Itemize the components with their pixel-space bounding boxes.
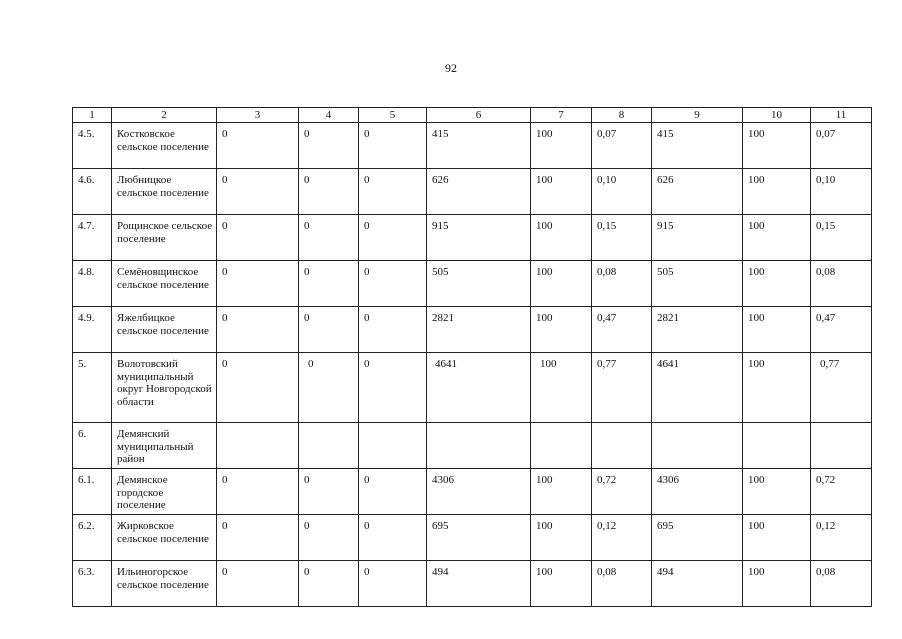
table-cell: [299, 423, 359, 469]
table-cell: Демянское городское поселение: [112, 469, 217, 515]
table-cell: 0: [217, 353, 299, 423]
table-cell: 100: [743, 261, 811, 307]
table-cell: 100: [531, 561, 592, 607]
table-cell: 2821: [652, 307, 743, 353]
table-cell: 0: [299, 353, 359, 423]
table-cell: [652, 423, 743, 469]
table-row: [73, 515, 872, 561]
table-cell: 0,12: [592, 515, 652, 561]
table-cell: 0: [359, 561, 427, 607]
table-cell: Рощинское сельское поселение: [112, 215, 217, 261]
table-cell: 0: [299, 307, 359, 353]
table-row: [73, 307, 872, 353]
table-cell: 4.9.: [73, 307, 112, 353]
table-cell: [811, 423, 872, 469]
data-table: [72, 107, 872, 607]
table-cell: 0,08: [811, 261, 872, 307]
table-cell: 0,47: [811, 307, 872, 353]
table-cell: 0: [299, 123, 359, 169]
table-cell: 4641: [652, 353, 743, 423]
table-cell: 626: [652, 169, 743, 215]
table-cell: 415: [652, 123, 743, 169]
table-cell: 6.: [73, 423, 112, 469]
table-cell: 4306: [652, 469, 743, 515]
table-cell: Яжелбицкое сельское поселение: [112, 307, 217, 353]
table-cell: 0,77: [592, 353, 652, 423]
table-cell: 494: [652, 561, 743, 607]
table-row: [73, 561, 872, 607]
table-cell: 0: [359, 215, 427, 261]
table-cell: [427, 423, 531, 469]
table-cell: 0,12: [811, 515, 872, 561]
table-cell: 0: [217, 215, 299, 261]
table-cell: 100: [743, 307, 811, 353]
table-cell: 100: [531, 215, 592, 261]
column-header: 3: [217, 108, 299, 123]
table-cell: 0,08: [592, 261, 652, 307]
table-cell: 0: [359, 353, 427, 423]
table-cell: 0,10: [592, 169, 652, 215]
table-cell: 6.2.: [73, 515, 112, 561]
table-cell: 0: [217, 169, 299, 215]
table-cell: 6.3.: [73, 561, 112, 607]
table-cell: 505: [652, 261, 743, 307]
table-row: [73, 169, 872, 215]
column-header: 1: [73, 108, 112, 123]
table-cell: 6.1.: [73, 469, 112, 515]
table-cell: 100: [743, 515, 811, 561]
table-row: [73, 261, 872, 307]
table-cell: 0,08: [811, 561, 872, 607]
table-cell: 2821: [427, 307, 531, 353]
table-cell: 505: [427, 261, 531, 307]
table-cell: 0,15: [811, 215, 872, 261]
table-cell: 626: [427, 169, 531, 215]
table-cell: Семёновщинское сельское поселение: [112, 261, 217, 307]
table-cell: 4.5.: [73, 123, 112, 169]
table-cell: Любницкое сельское поселение: [112, 169, 217, 215]
table-cell: 0: [299, 469, 359, 515]
table-cell: 100: [531, 307, 592, 353]
table-cell: 100: [743, 561, 811, 607]
table-cell: 0,10: [811, 169, 872, 215]
table-cell: 0: [299, 261, 359, 307]
column-header: 2: [112, 108, 217, 123]
table-cell: 100: [743, 169, 811, 215]
table-row: [73, 123, 872, 169]
table-cell: 0: [359, 307, 427, 353]
table-cell: 100: [743, 469, 811, 515]
table-cell: [592, 423, 652, 469]
table-cell: 4.6.: [73, 169, 112, 215]
table-cell: 100: [531, 261, 592, 307]
table-cell: 0: [359, 261, 427, 307]
table-cell: Ильиногорское сельское поселение: [112, 561, 217, 607]
table-cell: 100: [531, 123, 592, 169]
table-cell: 0: [359, 515, 427, 561]
table-cell: Демянский муниципальный район: [112, 423, 217, 469]
table-cell: 100: [531, 469, 592, 515]
table-row: [73, 423, 872, 469]
table-cell: 0: [217, 515, 299, 561]
table-cell: 0: [217, 261, 299, 307]
table-cell: 915: [427, 215, 531, 261]
table-cell: 0,07: [811, 123, 872, 169]
table-cell: 0: [217, 469, 299, 515]
table-cell: [743, 423, 811, 469]
table-cell: 0,72: [592, 469, 652, 515]
table-cell: Жирковское сельское поселение: [112, 515, 217, 561]
column-header: 5: [359, 108, 427, 123]
table-cell: 100: [531, 353, 592, 423]
table-cell: [531, 423, 592, 469]
column-header: 8: [592, 108, 652, 123]
table-cell: 0,72: [811, 469, 872, 515]
table-cell: 415: [427, 123, 531, 169]
table-row: [73, 469, 872, 515]
table-cell: 695: [652, 515, 743, 561]
table-cell: [359, 423, 427, 469]
column-header: 7: [531, 108, 592, 123]
table-cell: [217, 423, 299, 469]
table-cell: 4.7.: [73, 215, 112, 261]
table-cell: 0,77: [811, 353, 872, 423]
table-cell: 100: [743, 353, 811, 423]
table-cell: 0: [217, 123, 299, 169]
table-cell: 0: [299, 561, 359, 607]
table-cell: 915: [652, 215, 743, 261]
table-cell: Волотовский муниципальный округ Новгородской области: [112, 353, 217, 423]
header-row: [73, 108, 872, 123]
table-cell: 0,47: [592, 307, 652, 353]
table-row: [73, 215, 872, 261]
column-header: 11: [811, 108, 872, 123]
table-cell: 0: [217, 561, 299, 607]
table-cell: 5.: [73, 353, 112, 423]
column-header: 10: [743, 108, 811, 123]
table-cell: 0: [217, 307, 299, 353]
table-cell: 0,08: [592, 561, 652, 607]
column-header: 9: [652, 108, 743, 123]
page-number: 92: [445, 61, 457, 75]
table-cell: 0,15: [592, 215, 652, 261]
table-cell: 100: [531, 515, 592, 561]
table-cell: 100: [531, 169, 592, 215]
table-cell: 0: [299, 215, 359, 261]
table-cell: 0: [299, 515, 359, 561]
table-cell: 100: [743, 123, 811, 169]
table-row: [73, 353, 872, 423]
table-cell: 0,07: [592, 123, 652, 169]
table-cell: 494: [427, 561, 531, 607]
column-header: 4: [299, 108, 359, 123]
table-cell: 4.8.: [73, 261, 112, 307]
table-cell: Костковское сельское поселение: [112, 123, 217, 169]
table-cell: 4306: [427, 469, 531, 515]
column-header: 6: [427, 108, 531, 123]
table-cell: 100: [743, 215, 811, 261]
table-cell: 0: [299, 169, 359, 215]
table-cell: 0: [359, 469, 427, 515]
table-cell: 4641: [427, 353, 531, 423]
table-cell: 0: [359, 169, 427, 215]
table-cell: 0: [359, 123, 427, 169]
table-cell: 695: [427, 515, 531, 561]
